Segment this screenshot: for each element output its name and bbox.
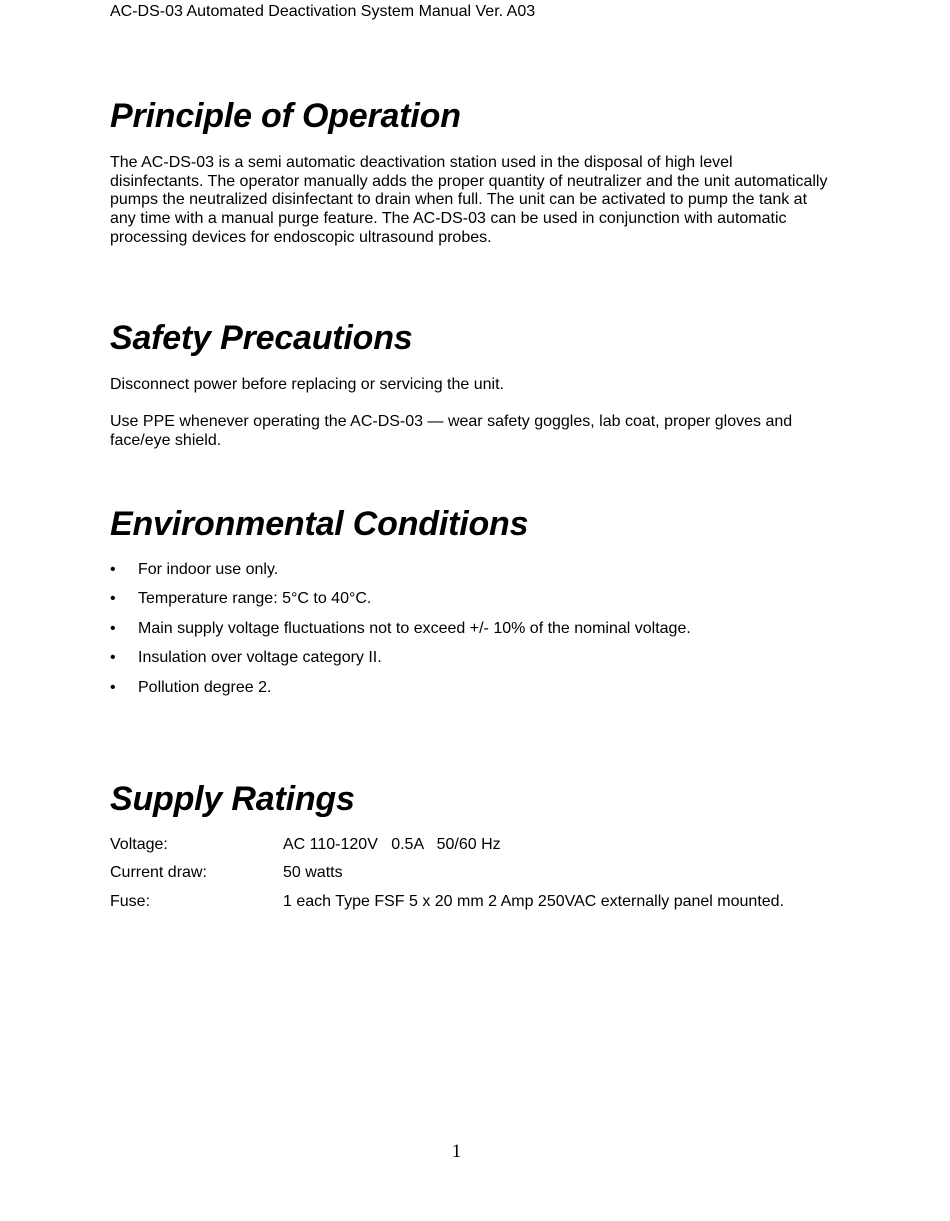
safety-paragraph-power: Disconnect power before replacing or servicing the unit. [110, 376, 504, 393]
list-item-text: Pollution degree 2. [138, 678, 272, 696]
running-header: AC-DS-03 Automated Deactivation System Manual Ver. A03 [110, 3, 536, 20]
bullet-icon: • [110, 649, 116, 667]
heading-supply-ratings: Supply Ratings [110, 780, 355, 818]
bullet-icon: • [110, 561, 116, 578]
principle-paragraph: The AC-DS-03 is a semi automatic deactivation station used in the disposal of high level disinfectants. The operator manually adds the proper quantity of neutralizer and the unit automatically pumps the neutralized disinfectant to drain when full. The unit can be activated to pump the tank at any time with a manual purge feature. The AC-DS-03 can be used in conjunction with automatic processing devices for endoscopic ultrasound probes. [110, 154, 828, 246]
bullet-icon: • [110, 590, 116, 608]
heading-safety-precautions: Safety Precautions [110, 319, 413, 357]
list-item-text: Temperature range: 5°C to 40°C. [138, 590, 372, 608]
bullet-icon: • [110, 678, 116, 696]
list-item-text: Insulation over voltage category II. [138, 649, 382, 667]
rating-value: 1 each Type FSF 5 x 20 mm 2 Amp 250VAC externally panel mounted. [283, 892, 785, 910]
heading-principle-of-operation: Principle of Operation [110, 97, 461, 135]
page-number: 1 [451, 1141, 462, 1162]
list-item-text: Main supply voltage fluctuations not to exceed +/- 10% of the nominal voltage. [138, 619, 691, 637]
list-item-text: For indoor use only. [138, 561, 279, 578]
rating-label: Voltage: [110, 836, 168, 853]
rating-label: Fuse: [110, 892, 151, 910]
rating-value: AC 110-120V 0.5A 50/60 Hz [283, 836, 501, 853]
rating-value: 50 watts [283, 864, 343, 882]
safety-paragraph-ppe: Use PPE whenever operating the AC-DS-03 — wear safety goggles, lab coat, proper gloves and face/eye shield. [110, 413, 793, 449]
heading-environmental-conditions: Environmental Conditions [110, 505, 529, 543]
rating-label: Current draw: [110, 864, 207, 882]
bullet-icon: • [110, 619, 116, 637]
